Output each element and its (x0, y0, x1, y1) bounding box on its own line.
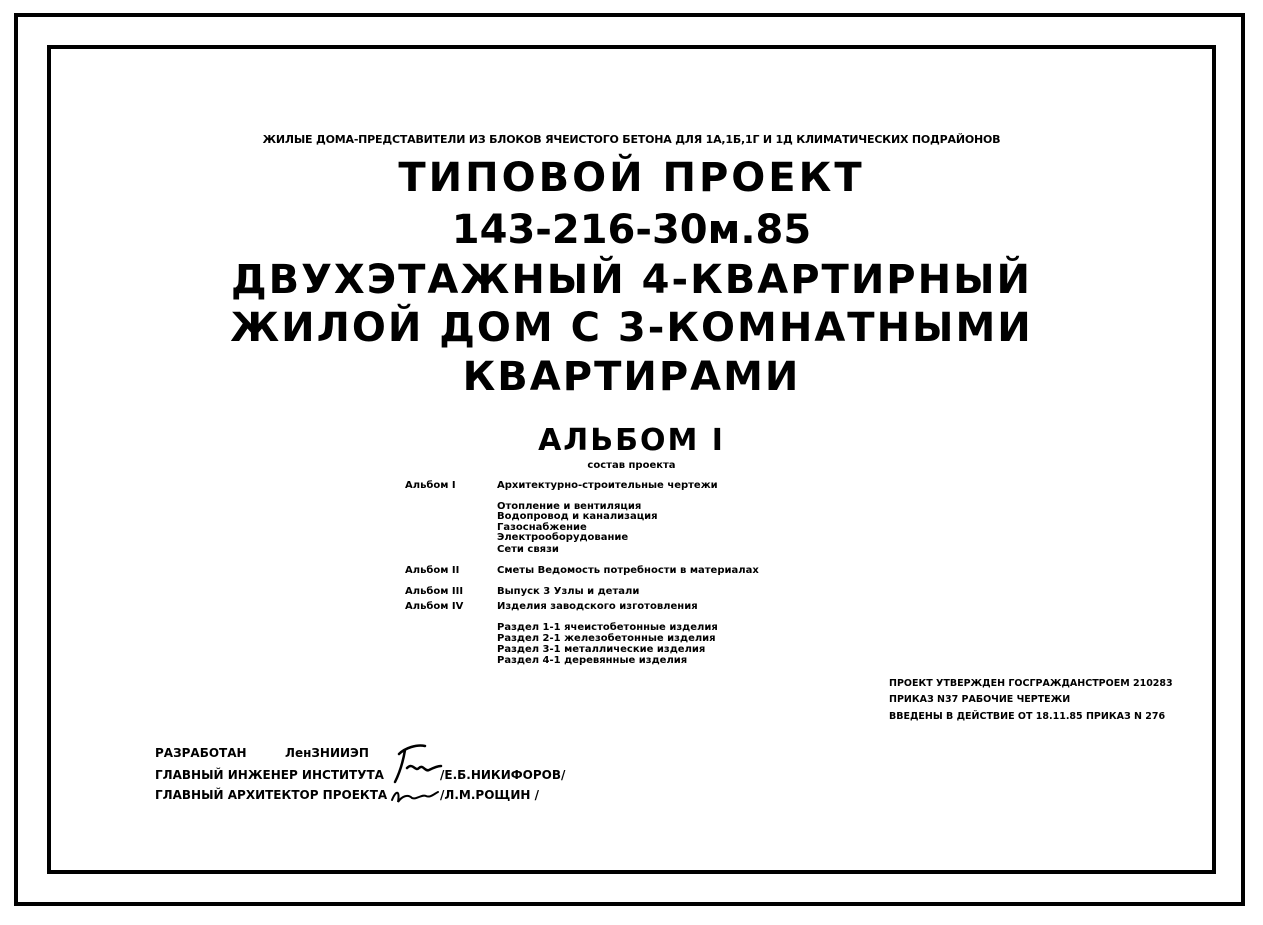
heading-line-2: ЖИЛОЙ ДОМ С 3-КОМНАТНЫМИ (230, 305, 1033, 351)
project-code: 143-216-30м.85 (451, 207, 812, 253)
album-4-label: Альбом IV (405, 601, 464, 612)
album-1-line: Отопление и вентиляция (497, 501, 642, 512)
section-line: Раздел 1-1 ячеистобетонные изделия (497, 622, 718, 633)
section-line: Раздел 4-1 деревянные изделия (497, 655, 688, 666)
album-2-line: Сметы Ведомость потребности в материалах (497, 565, 759, 576)
section-line: Раздел 3-1 металлические изделия (497, 644, 706, 655)
album-4-line: Изделия заводского изготовления (497, 601, 698, 612)
chief-architect-name: /Л.М.РОЩИН / (440, 788, 539, 802)
series-line: ЖИЛЫЕ ДОМА-ПРЕДСТАВИТЕЛИ ИЗ БЛОКОВ ЯЧЕИСТОГО БЕТОНА ДЛЯ 1А,1Б,1Г И 1Д КЛИМАТИЧЕСКИХ ПОДРАЙОНОВ (262, 133, 1001, 146)
album-subtitle: состав проекта (587, 460, 676, 471)
heading-line-1: ДВУХЭТАЖНЫЙ 4-КВАРТИРНЫЙ (230, 257, 1033, 303)
chief-engineer-signature (385, 742, 445, 787)
project-type-title: ТИПОВОЙ ПРОЕКТ (398, 155, 865, 201)
album-1-line: Сети связи (497, 544, 559, 555)
album-3-label: Альбом III (405, 586, 464, 597)
album-2-label: Альбом II (405, 565, 460, 576)
section-line: Раздел 2-1 железобетонные изделия (497, 633, 716, 644)
approval-line: ПРИКАЗ N37 РАБОЧИЕ ЧЕРТЕЖИ (889, 694, 1071, 705)
album-title: АЛЬБОМ I (538, 423, 725, 458)
approval-line: ПРОЕКТ УТВЕРЖДЕН ГОСГРАЖДАНСТРОЕМ 210283 (889, 678, 1173, 689)
album-1-line: Газоснабжение (497, 522, 587, 533)
chief-engineer-label: ГЛАВНЫЙ ИНЖЕНЕР ИНСТИТУТА (155, 768, 384, 782)
album-1-line: Архитектурно-строительные чертежи (497, 480, 718, 491)
chief-architect-label: ГЛАВНЫЙ АРХИТЕКТОР ПРОЕКТА (155, 788, 388, 802)
album-1-line: Водопровод и канализация (497, 511, 658, 522)
heading-line-3: КВАРТИРАМИ (462, 354, 801, 400)
developed-label: РАЗРАБОТАН (155, 746, 247, 760)
approval-line: ВВЕДЕНЫ В ДЕЙСТВИЕ ОТ 18.11.85 ПРИКАЗ N 276 (889, 711, 1166, 722)
album-1-label: Альбом I (405, 480, 456, 491)
chief-engineer-name: /Е.Б.НИКИФОРОВ/ (440, 768, 566, 782)
developed-org: ЛенЗНИИЭП (285, 746, 369, 760)
chief-architect-signature (388, 786, 440, 806)
album-1-line: Электрооборудование (497, 532, 629, 543)
album-3-line: Выпуск 3 Узлы и детали (497, 586, 640, 597)
